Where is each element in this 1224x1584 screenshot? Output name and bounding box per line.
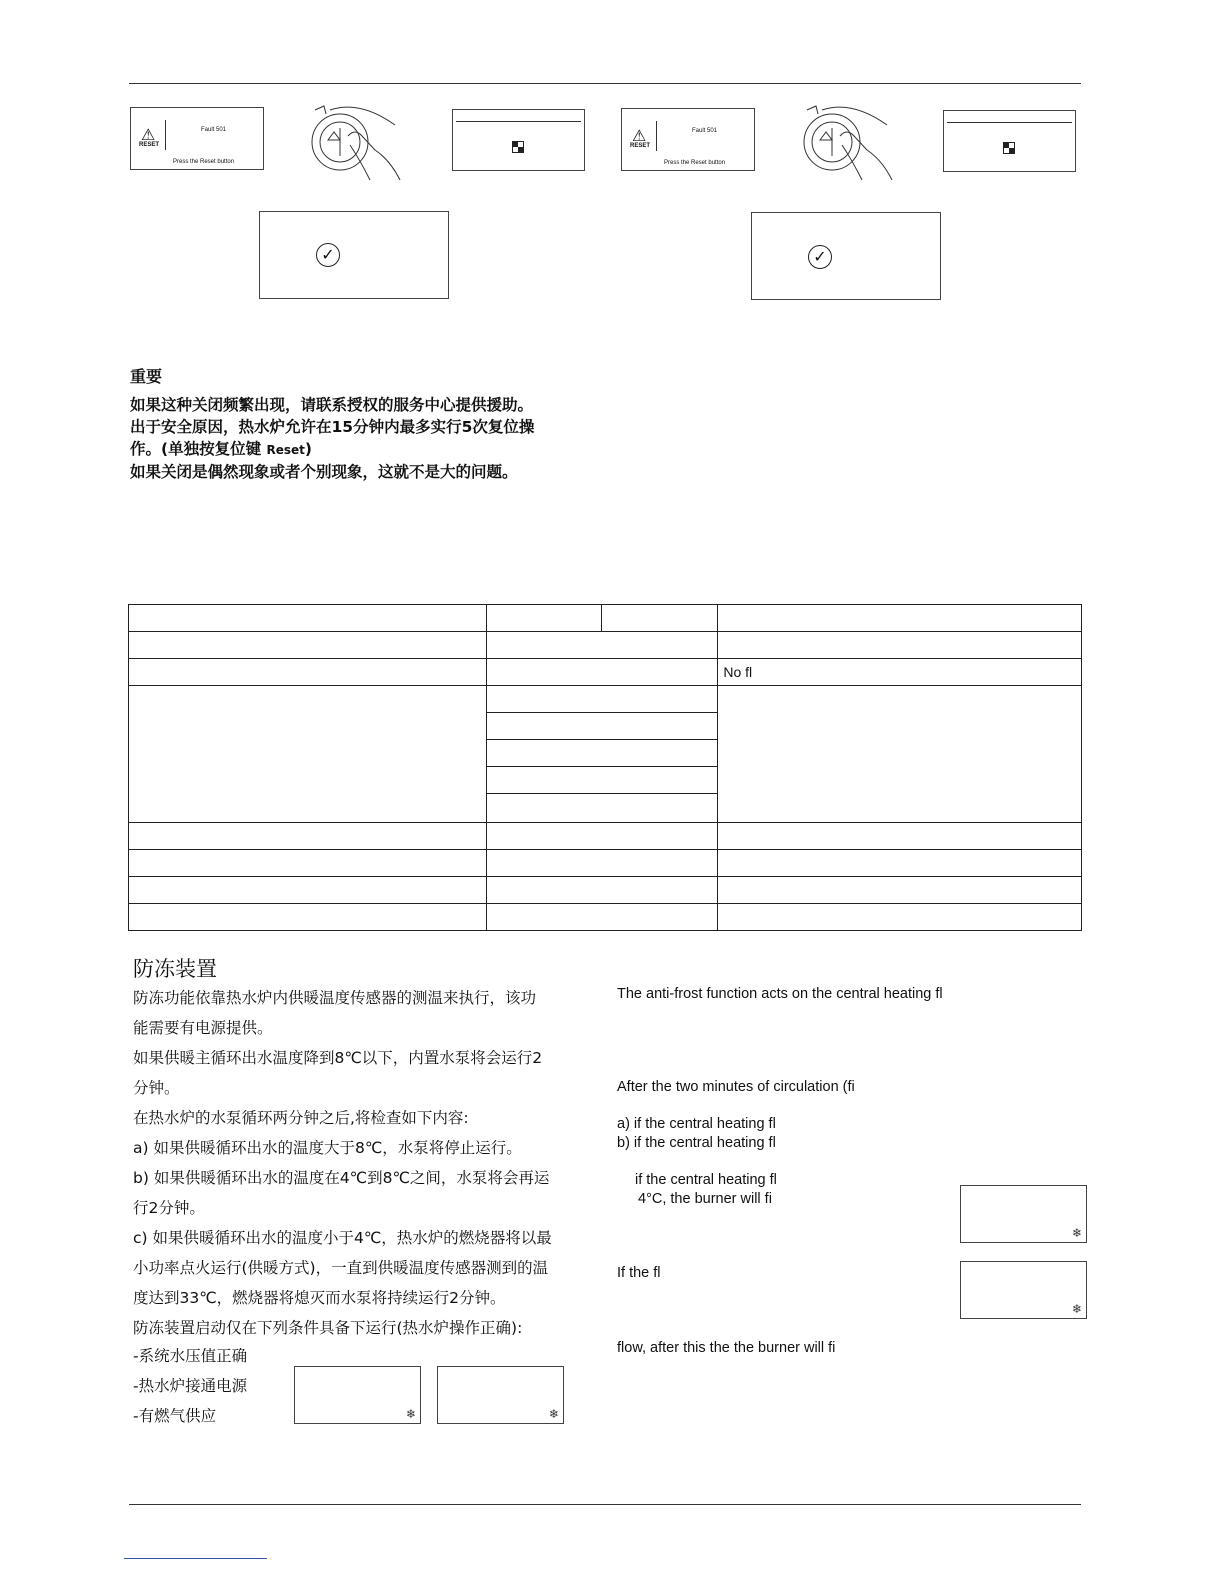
antifrost-conditions [133, 1341, 293, 1431]
table-row [129, 877, 1082, 904]
warning-icon: ⚠ [632, 126, 647, 145]
table-cell [129, 904, 487, 931]
table-cell [486, 605, 602, 632]
table-row [129, 823, 1082, 850]
important-line-1: 如果这种关闭频繁出现，请联系授权的服务中心提供援助。 [130, 396, 534, 414]
reset-display-left [452, 109, 585, 171]
table-row [129, 605, 1082, 632]
antifrost-cn-line: 在热水炉的水泵循环两分钟之后,将检查如下内容: [133, 1109, 469, 1127]
fault-display-left [130, 107, 264, 170]
reset-label: RESET [630, 143, 651, 149]
table-cell [486, 850, 718, 877]
warning-icon: ⚠ [141, 125, 156, 144]
table-cell [718, 823, 1082, 850]
important-line-2: 出于安全原因，热水炉允许在15分钟内最多实行5次复位操 [130, 418, 535, 436]
footer-link-underline [124, 1558, 267, 1559]
grid-icon [1003, 142, 1015, 154]
table-cell [129, 823, 487, 850]
table-cell [718, 632, 1082, 659]
frost-display-1 [294, 1366, 421, 1424]
fault-code: Fault 501 [201, 127, 227, 133]
antifrost-en-p4a: if the central heating fl [635, 1172, 777, 1188]
table-cell [486, 713, 718, 740]
antifrost-en-p6: flow, after this the the burner will fi [617, 1340, 836, 1356]
fault-code: Fault 501 [692, 128, 718, 134]
table-row [129, 632, 1082, 659]
antifrost-cn-text [133, 983, 593, 1343]
grid-icon [512, 141, 524, 153]
ok-display-left [259, 211, 449, 299]
table-cell [486, 740, 718, 767]
hand-pressing-reset-icon [300, 100, 415, 182]
table-cell [602, 605, 718, 632]
snowflake-icon: ❄ [1071, 1302, 1082, 1316]
antifrost-cn-line: a) 如果供暖循环出水的温度大于8℃，水泵将停止运行。 [133, 1139, 522, 1157]
ok-display-right [751, 212, 941, 300]
table-cell [718, 686, 1082, 823]
antifrost-en-p5: If the fl [617, 1265, 661, 1281]
bottom-rule [129, 1504, 1081, 1505]
reset-key-label: Reset [266, 443, 305, 457]
snowflake-icon: ❄ [405, 1407, 416, 1421]
condition-item: -有燃气供应 [133, 1407, 217, 1425]
table-cell [718, 877, 1082, 904]
table-cell [486, 823, 718, 850]
frost-display-2 [437, 1366, 564, 1424]
table-cell [129, 850, 487, 877]
table-row [129, 850, 1082, 877]
frost-display-3 [960, 1185, 1087, 1243]
fault-table [128, 604, 1082, 931]
important-line-4: 如果关闭是偶然现象或者个别现象，这就不是大的问题。 [130, 463, 518, 481]
display-line [456, 121, 581, 122]
antifrost-en-p3a: a) if the central heating fl [617, 1116, 776, 1132]
press-reset-text: Press the Reset button [664, 160, 726, 166]
display-divider [165, 120, 166, 150]
antifrost-cn-line: 如果供暖主循环出水温度降到8℃以下，内置水泵将会运行2 [133, 1049, 543, 1067]
table-cell [718, 904, 1082, 931]
table-cell [486, 659, 718, 686]
antifrost-en-p4b: 4°C, the burner will fi [638, 1191, 772, 1207]
table-cell [486, 632, 718, 659]
antifrost-cn-line: 度达到33℃，燃烧器将熄灭而水泵将持续运行2分钟。 [133, 1289, 506, 1307]
table-cell [129, 632, 487, 659]
antifrost-cn-line: 分钟。 [133, 1079, 180, 1097]
table-cell-no-flame: No fl [718, 659, 1082, 686]
antifrost-cn-line: 小功率点火运行(供暖方式)，一直到供暖温度传感器测到的温 [133, 1259, 549, 1277]
condition-item: -热水炉接通电源 [133, 1377, 248, 1395]
table-row [129, 686, 1082, 713]
table-cell [129, 877, 487, 904]
important-line-3: 作。(单独按复位键 Reset) [130, 440, 312, 458]
display-line [947, 122, 1072, 123]
table-row [129, 904, 1082, 931]
top-rule [129, 83, 1081, 84]
antifrost-heading: 防冻装置 [133, 957, 217, 981]
press-reset-text: Press the Reset button [173, 159, 235, 165]
table-cell [718, 605, 1082, 632]
table-cell [486, 877, 718, 904]
condition-item: -系统水压值正确 [133, 1347, 248, 1365]
table-cell [129, 659, 487, 686]
antifrost-cn-line: c) 如果供暖循环出水的温度小于4℃，热水炉的燃烧器将以最 [133, 1229, 552, 1247]
table-cell [486, 686, 718, 713]
table-cell [486, 767, 718, 794]
table-row [129, 659, 1082, 686]
antifrost-cn-line: 能需要有电源提供。 [133, 1019, 273, 1037]
antifrost-cn-line: 防冻装置启动仅在下列条件具备下运行(热水炉操作正确): [133, 1319, 523, 1337]
display-divider [656, 121, 657, 151]
snowflake-icon: ❄ [1071, 1226, 1082, 1240]
fault-display-right [621, 108, 755, 171]
antifrost-cn-line: 行2分钟。 [133, 1199, 205, 1217]
checkmark-icon: ✓ [316, 243, 340, 267]
checkmark-icon: ✓ [808, 245, 832, 269]
important-heading: 重要 [130, 367, 163, 386]
antifrost-cn-line: b) 如果供暖循环出水的温度在4℃到8℃之间，水泵将会再运 [133, 1169, 550, 1187]
reset-display-right [943, 110, 1076, 172]
antifrost-en-p3b: b) if the central heating fl [617, 1135, 776, 1151]
frost-display-4 [960, 1261, 1087, 1319]
table-cell [129, 605, 487, 632]
important-body [130, 394, 534, 483]
reset-label: RESET [139, 142, 160, 148]
table-cell [129, 686, 487, 823]
snowflake-icon: ❄ [548, 1407, 559, 1421]
table-cell [486, 794, 718, 823]
antifrost-en-p1: The anti-frost function acts on the central heating fl [617, 986, 943, 1002]
table-cell [486, 904, 718, 931]
table-cell [718, 850, 1082, 877]
hand-pressing-reset-icon [792, 100, 907, 182]
antifrost-en-p2: After the two minutes of circulation (fi [617, 1079, 855, 1095]
antifrost-cn-line: 防冻功能依靠热水炉内供暖温度传感器的测温来执行，该功 [133, 989, 537, 1007]
